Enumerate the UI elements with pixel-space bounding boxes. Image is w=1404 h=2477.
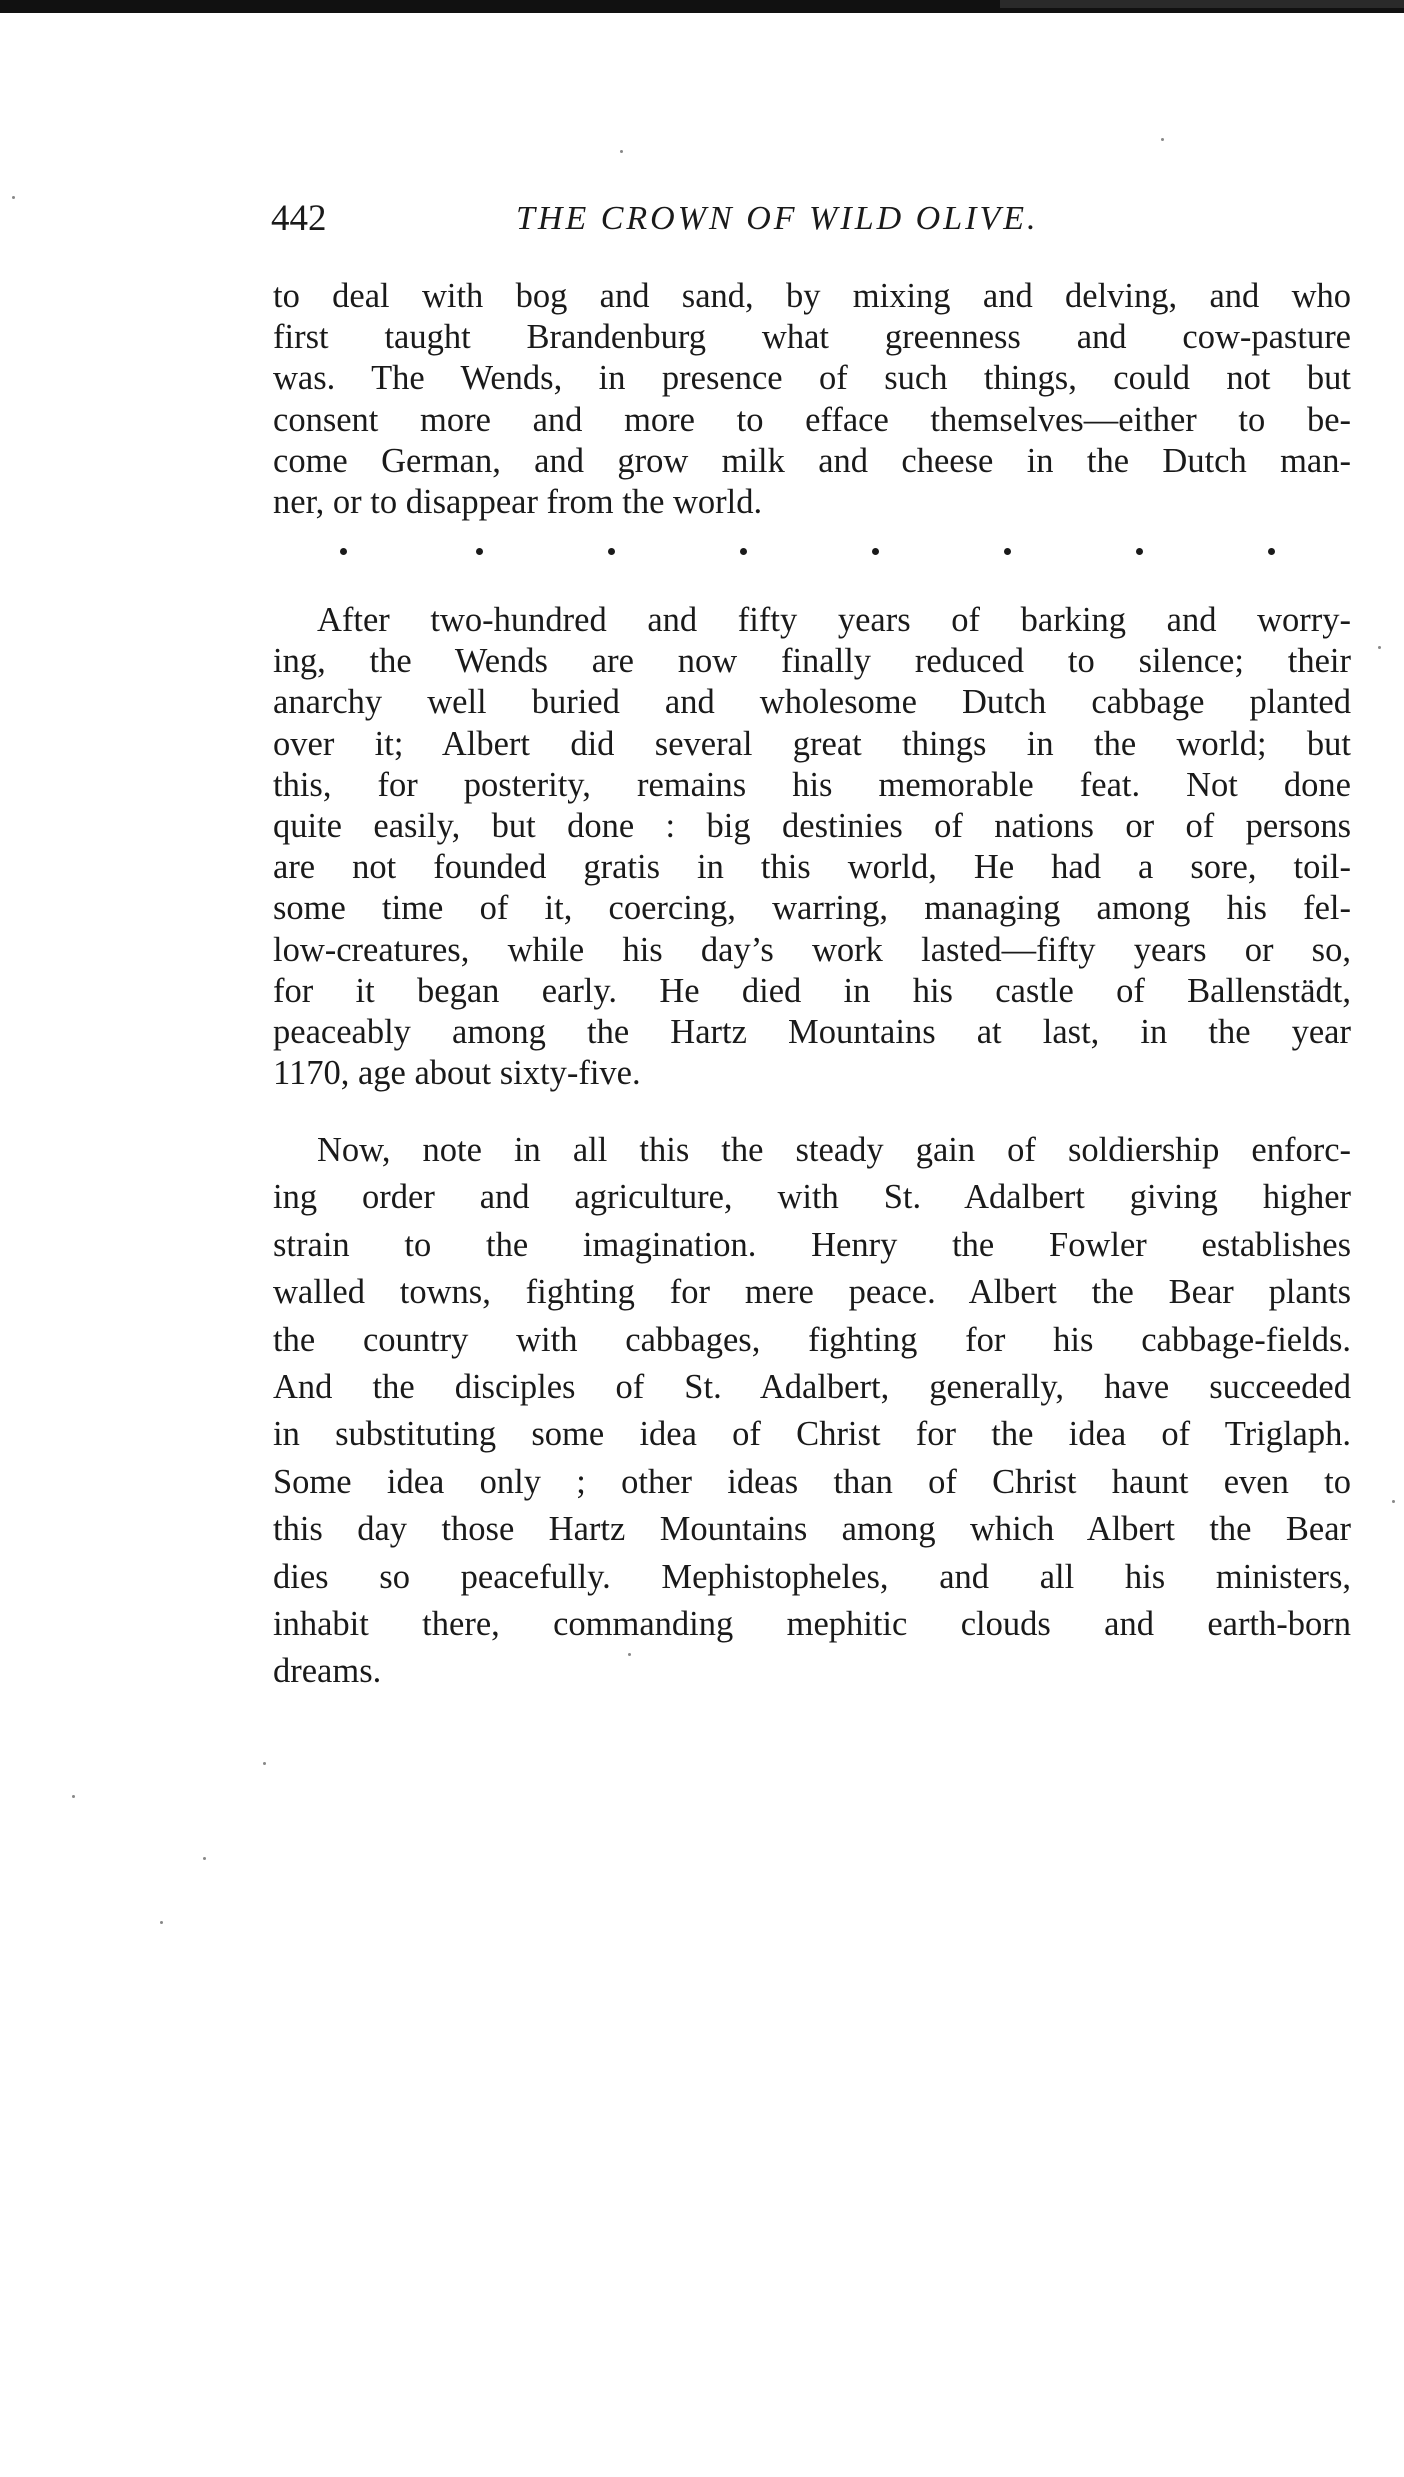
page-number: 442 [271, 198, 327, 239]
ellipsis-dot [340, 548, 347, 555]
scan-top-edge-shade [1000, 0, 1404, 8]
scan-speck [160, 1921, 163, 1924]
text-line: some time of it, coercing, warring, managing among his fel- [273, 889, 1351, 928]
scan-speck [1161, 138, 1164, 141]
text-line: And the disciples of St. Adalbert, generally, have succeeded [273, 1368, 1351, 1407]
text-line: to deal with bog and sand, by mixing and delving, and who [273, 277, 1351, 315]
text-line: After two-hundred and fifty years of barking and worry- [317, 601, 1351, 639]
text-line: for it began early. He died in his castle of Ballenstädt, [273, 971, 1351, 1010]
scan-speck [203, 1857, 206, 1860]
ellipsis-dot [872, 548, 879, 555]
text-line: in substituting some idea of Christ for the idea of Triglaph. [273, 1415, 1351, 1454]
scan-speck [12, 196, 15, 199]
text-line: first taught Brandenburg what greenness and cow-pasture [273, 318, 1351, 357]
ellipsis-dot [1004, 548, 1011, 555]
text-line: over it; Albert did several great things in the world; but [273, 724, 1351, 763]
text-line: inhabit there, commanding mephitic clouds and earth-born [273, 1605, 1351, 1644]
scan-speck [263, 1762, 266, 1765]
scan-speck [72, 1795, 75, 1798]
text-line: are not founded gratis in this world, He had a sore, toil- [273, 848, 1351, 887]
text-line: quite easily, but done : big destinies of nations or of persons [273, 807, 1351, 846]
section-break-dots [340, 548, 1280, 578]
ellipsis-dot [740, 548, 747, 555]
text-line: this day those Hartz Mountains among which Albert the Bear [273, 1510, 1351, 1549]
text-line: ing order and agriculture, with St. Adalbert giving higher [273, 1178, 1351, 1217]
scan-speck [1392, 1500, 1395, 1503]
text-line: walled towns, fighting for mere peace. Albert the Bear plants [273, 1273, 1351, 1312]
ellipsis-dot [608, 548, 615, 555]
text-line: strain to the imagination. Henry the Fowler establishes [273, 1225, 1351, 1264]
text-line: come German, and grow milk and cheese in the Dutch man- [273, 441, 1351, 480]
paragraph-2 [273, 600, 1351, 1094]
text-line: Some idea only ; other ideas than of Christ haunt even to [273, 1462, 1351, 1501]
text-line: the country with cabbages, fighting for his cabbage-fields. [273, 1320, 1351, 1359]
running-head-title: THE CROWN OF WILD OLIVE. [516, 200, 1039, 237]
text-line: this, for posterity, remains his memorable feat. Not done [273, 765, 1351, 804]
text-line: was. The Wends, in presence of such things, could not but [273, 359, 1351, 398]
ellipsis-dot [1268, 548, 1275, 555]
text-line: ner, or to disappear from the world. [273, 483, 763, 522]
text-line: anarchy well buried and wholesome Dutch cabbage planted [273, 683, 1351, 722]
paragraph-3 [273, 1127, 1351, 1696]
paragraph-1 [273, 276, 1351, 523]
text-line: dreams. [273, 1652, 382, 1691]
scan-speck [1378, 646, 1381, 649]
text-line: peaceably among the Hartz Mountains at last, in the year [273, 1013, 1351, 1052]
scan-speck [620, 150, 623, 153]
text-line: low-creatures, while his day’s work lasted—fifty years or so, [273, 930, 1351, 969]
text-line: ing, the Wends are now finally reduced to silence; their [273, 642, 1351, 681]
text-line: consent more and more to efface themselves—either to be- [273, 400, 1351, 439]
text-line: dies so peacefully. Mephistopheles, and all his ministers, [273, 1557, 1351, 1596]
ellipsis-dot [1136, 548, 1143, 555]
page-header [271, 194, 1351, 244]
ellipsis-dot [476, 548, 483, 555]
text-line: Now, note in all this the steady gain of soldiership enforc- [317, 1131, 1351, 1169]
text-line: 1170, age about sixty-five. [273, 1054, 641, 1093]
